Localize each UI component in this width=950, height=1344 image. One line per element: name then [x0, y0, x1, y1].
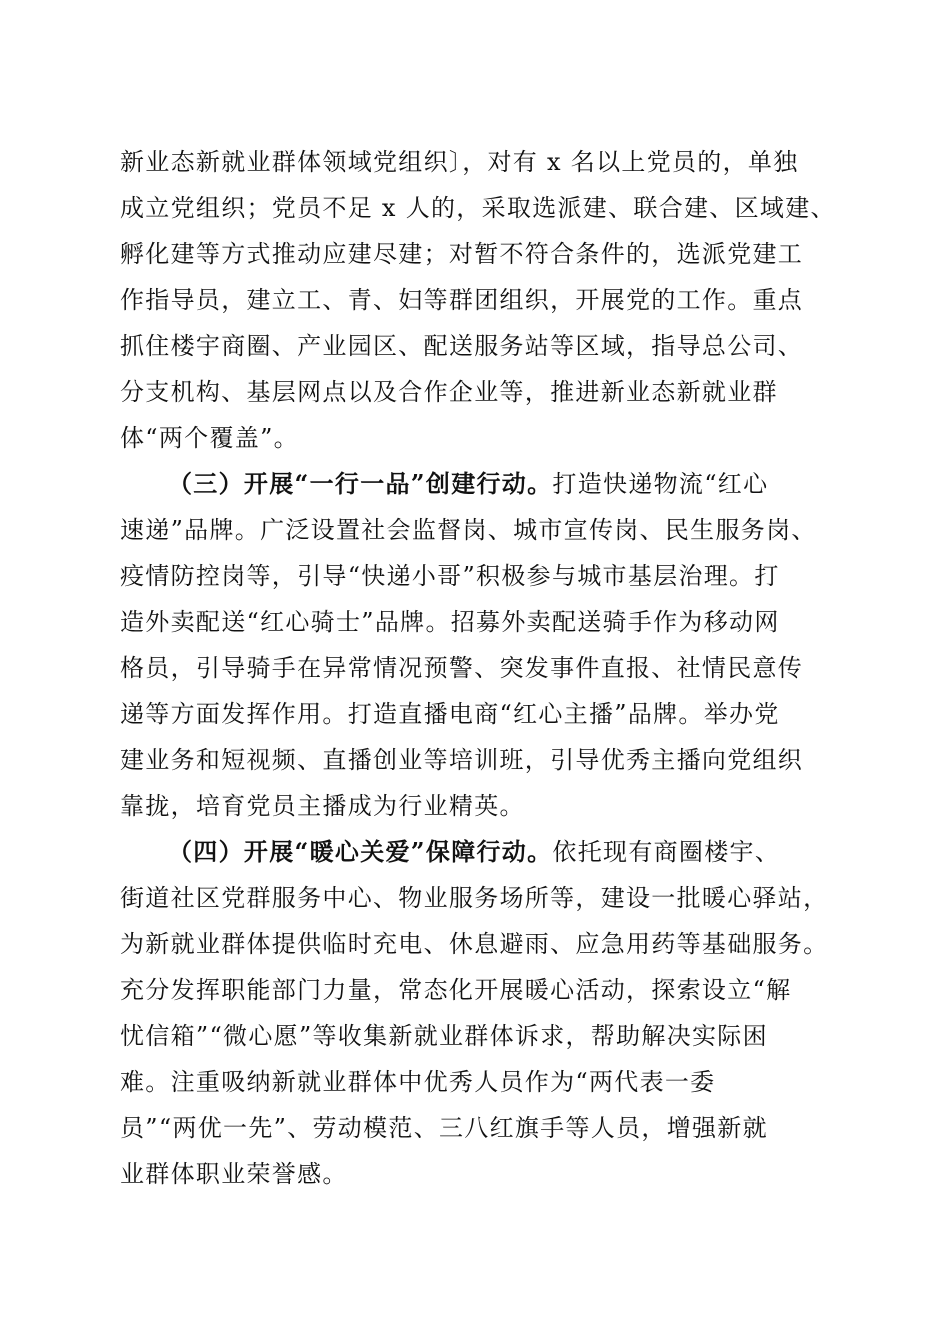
- section-4-line-2: 街道社区党群服务中心、物业服务场所等，建设一批暖心驿站，: [120, 884, 829, 912]
- section-3-first-line-text: 打造快递物流“红心: [552, 470, 769, 498]
- section-4-line-4: 充分发挥职能部门力量，常态化开展暖心活动，探索设立“解: [120, 976, 792, 1004]
- section-4-first-line-text: 依托现有商圈楼宇、: [552, 838, 781, 866]
- paragraph-1-line-3: 孵化建等方式推动应建尽建；对暂不符合条件的，选派党建工: [120, 240, 804, 268]
- section-4-line-5: 忧信箱”“微心愿”等收集新就业群体诉求，帮助解决实际困: [120, 1022, 768, 1050]
- section-4-line-8: 业群体职业荣誉感。: [120, 1160, 348, 1188]
- section-4-heading: （四）开展“暖心关爱”保障行动。: [168, 837, 553, 866]
- paragraph-1-line-1: 新业态新就业群体领域党组织〕，对有 x 名以上党员的，单独: [120, 148, 799, 176]
- paragraph-1-line-4: 作指导员，建立工、青、妇等群团组织，开展党的工作。重点: [120, 286, 804, 314]
- paragraph-1-line-2: 成立党组织；党员不足 x 人的，采取选派建、联合建、区域建、: [120, 194, 836, 222]
- section-3-line-8: 靠拢，培育党员主播成为行业精英。: [120, 792, 525, 820]
- section-3-heading: （三）开展“一行一品”创建行动。: [168, 469, 553, 498]
- section-3-first-line: [168, 469, 768, 499]
- section-3-line-4: 造外卖配送“红心骑士”品牌。招募外卖配送骑手作为移动网: [120, 608, 780, 636]
- paragraph-1-line-5: 抓住楼宇商圈、产业园区、配送服务站等区域，指导总公司、: [120, 332, 804, 360]
- paragraph-1-line-7: 体“两个覆盖”。: [120, 424, 299, 452]
- section-4-first-line: [168, 837, 780, 867]
- section-4-line-6: 难。注重吸纳新就业群体中优秀人员作为“两代表一委: [120, 1068, 716, 1096]
- section-3-line-3: 疫情防控岗等，引导“快递小哥”积极参与城市基层治理。打: [120, 562, 780, 590]
- paragraph-1-line-6: 分支机构、基层网点以及合作企业等，推进新业态新就业群: [120, 378, 778, 406]
- section-3-line-7: 建业务和短视频、直播创业等培训班，引导优秀主播向党组织: [120, 746, 804, 774]
- section-3-line-2: 速递”品牌。广泛设置社会监督岗、城市宣传岗、民生服务岗、: [120, 516, 817, 544]
- section-3-line-5: 格员，引导骑手在异常情况预警、突发事件直报、社情民意传: [120, 654, 804, 682]
- section-4-line-3: 为新就业群体提供临时充电、休息避雨、应急用药等基础服务。: [120, 930, 829, 958]
- section-3-line-6: 递等方面发挥作用。打造直播电商“红心主播”品牌。举办党: [120, 700, 780, 728]
- section-4-line-7: 员”“两优一先”、劳动模范、三八红旗手等人员，增强新就: [120, 1114, 768, 1142]
